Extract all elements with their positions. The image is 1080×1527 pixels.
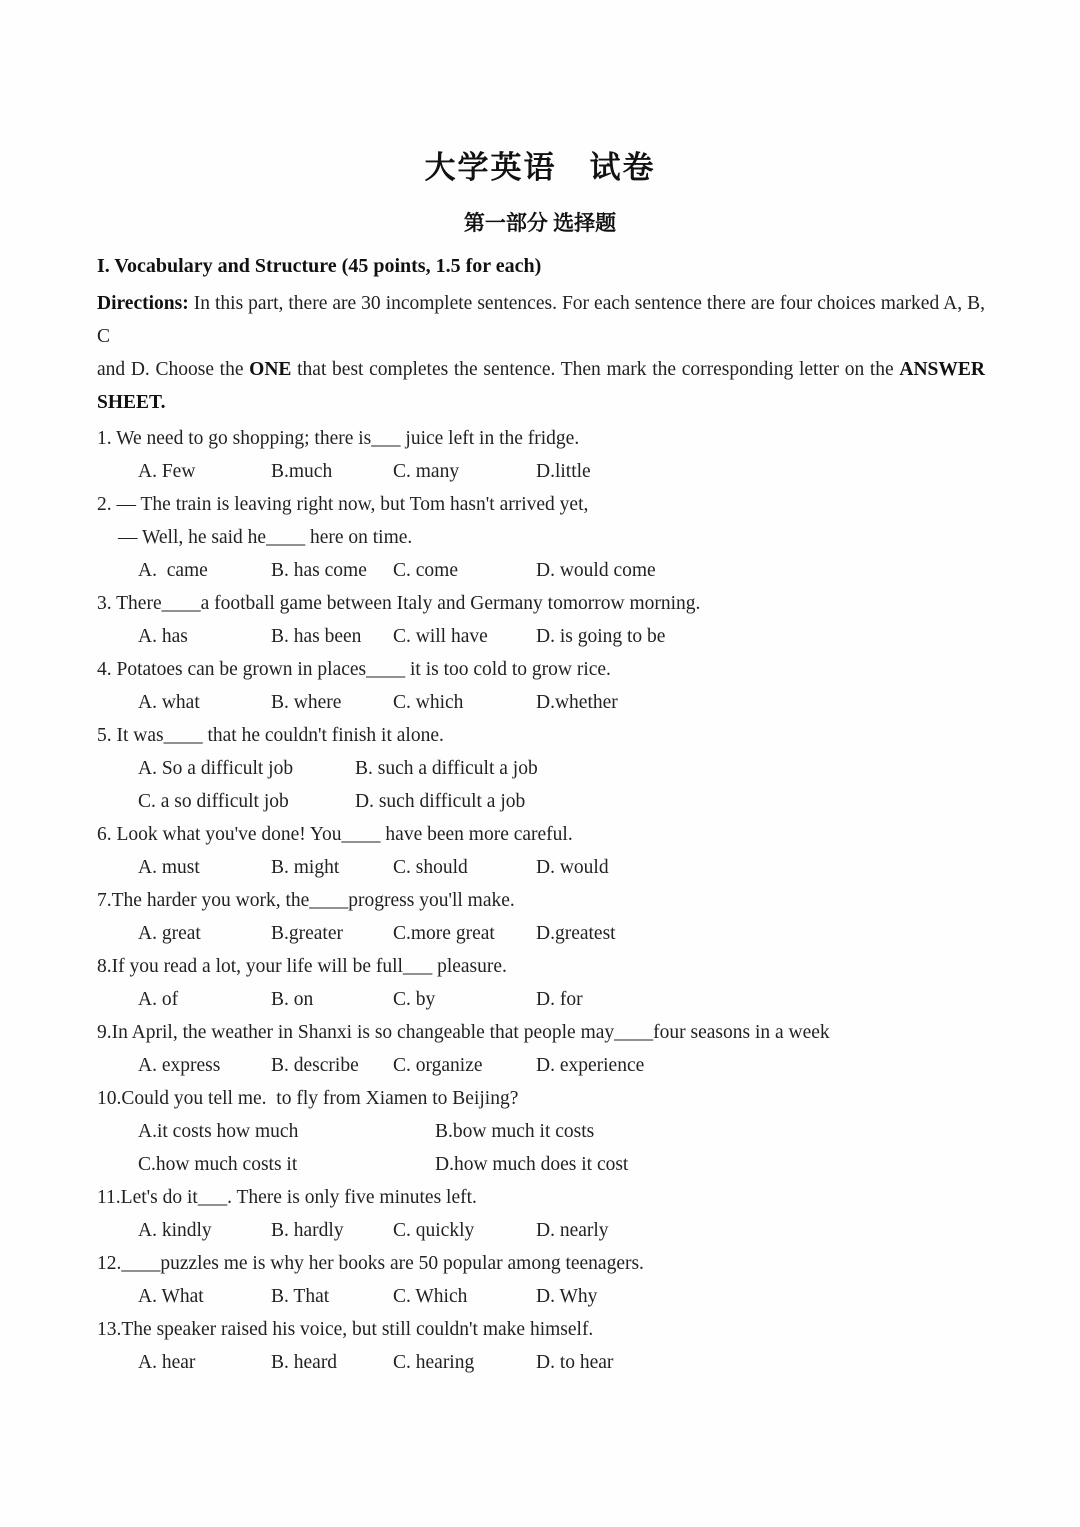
option: C. many: [393, 461, 460, 482]
question-block: [0, 488, 985, 587]
part-heading: I. Vocabulary and Structure (45 points, 1.5 for each): [97, 255, 542, 277]
directions-bold-text: Directions:: [97, 293, 189, 314]
option: C. come: [393, 560, 458, 581]
directions-text: that best completes the sentence. Then mark the corresponding letter on the: [291, 359, 900, 380]
option: A. hear: [138, 1352, 196, 1373]
option: D. would: [536, 857, 609, 878]
option: C. quickly: [393, 1220, 475, 1241]
option: B. heard: [271, 1352, 338, 1373]
question-stem: 5. It was____ that he couldn't finish it alone.: [97, 725, 444, 746]
options-row: [138, 851, 985, 884]
question-stem: 1. We need to go shopping; there is___ juice left in the fridge.: [97, 428, 580, 449]
options-row: [138, 1214, 985, 1247]
question-stem: 10.Could you tell me. to fly from Xiamen to Beijing?: [97, 1088, 519, 1109]
question-stem: 13.The speaker raised his voice, but still couldn't make himself.: [97, 1319, 594, 1340]
directions-text: and D. Choose the: [97, 359, 250, 380]
option: D. would come: [536, 560, 656, 581]
question-block: [0, 950, 985, 1016]
option: A. express: [138, 1055, 221, 1076]
option: A. What: [138, 1286, 204, 1307]
option: C. which: [393, 692, 464, 713]
options-row: [138, 620, 985, 653]
options-row: [138, 686, 985, 719]
questions-list: [0, 422, 985, 1379]
question-stem: 3. There____a football game between Italy and Germany tomorrow morning.: [97, 593, 701, 614]
option: D.how much does it cost: [435, 1154, 629, 1175]
option: C. a so difficult job: [138, 791, 289, 812]
option: D. such difficult a job: [355, 791, 526, 812]
directions-line: [97, 287, 985, 353]
option: C. should: [393, 857, 468, 878]
option: B. on: [271, 989, 314, 1010]
question-stem: 2. — The train is leaving right now, but Tom hasn't arrived yet,: [97, 494, 589, 515]
section-heading: 第一部分 选择题: [463, 211, 617, 235]
option: B. might: [271, 857, 340, 878]
option: B. That: [271, 1286, 330, 1307]
option: B. hardly: [271, 1220, 344, 1241]
question-stem: 6. Look what you've done! You____ have been more careful.: [97, 824, 573, 845]
option: C.how much costs it: [138, 1154, 298, 1175]
option: D. experience: [536, 1055, 645, 1076]
option: B.much: [271, 461, 333, 482]
question-stem: 9.In April, the weather in Shanxi is so changeable that people may____four seasons in a week: [97, 1022, 830, 1043]
options-row: [138, 785, 985, 818]
question-block: [0, 719, 985, 818]
options-row: [138, 1148, 985, 1181]
option: B.greater: [271, 923, 344, 944]
options-row: [138, 1280, 985, 1313]
question-block: [0, 653, 985, 719]
question-block: [0, 587, 985, 653]
question-stem: 8.If you read a lot, your life will be full___ pleasure.: [97, 956, 507, 977]
option: C. will have: [393, 626, 488, 647]
question-block: [0, 1313, 985, 1379]
option: C. Which: [393, 1286, 468, 1307]
option: B. describe: [271, 1055, 359, 1076]
option: B.bow much it costs: [435, 1121, 595, 1142]
options-row: [138, 752, 985, 785]
question-block: [0, 422, 985, 488]
question-block: [0, 1247, 985, 1313]
option: D.whether: [536, 692, 618, 713]
directions-bold-text: SHEET.: [97, 392, 166, 413]
question-block: [0, 818, 985, 884]
option: B. has been: [271, 626, 362, 647]
option: A. of: [138, 989, 179, 1010]
option: C. by: [393, 989, 436, 1010]
option: A. Few: [138, 461, 196, 482]
directions-line: [97, 353, 985, 386]
option: D.greatest: [536, 923, 616, 944]
option: A. came: [138, 560, 208, 581]
document-title: 大学英语 试卷: [424, 150, 656, 185]
directions: [97, 287, 985, 419]
option: D. to hear: [536, 1352, 614, 1373]
option: B. such a difficult a job: [355, 758, 538, 779]
option: C. hearing: [393, 1352, 475, 1373]
option: A. kindly: [138, 1220, 212, 1241]
question-block: [0, 1016, 985, 1082]
option: D.little: [536, 461, 591, 482]
question-stem: — Well, he said he____ here on time.: [118, 527, 413, 548]
options-row: [138, 917, 985, 950]
options-row: [138, 1049, 985, 1082]
option: C.more great: [393, 923, 495, 944]
option: C. organize: [393, 1055, 483, 1076]
option: A. must: [138, 857, 200, 878]
option: B. where: [271, 692, 342, 713]
directions-line: [97, 386, 985, 419]
option: A. great: [138, 923, 201, 944]
question-stem: 11.Let's do it___. There is only five minutes left.: [97, 1187, 477, 1208]
options-row: [138, 554, 985, 587]
options-row: [138, 983, 985, 1016]
options-row: [138, 1346, 985, 1379]
option: B. has come: [271, 560, 367, 581]
option: A. So a difficult job: [138, 758, 294, 779]
question-block: [0, 1082, 985, 1181]
options-row: [138, 1115, 985, 1148]
question-stem: 7.The harder you work, the____progress you'll make.: [97, 890, 515, 911]
directions-bold-text: ANSWER: [899, 359, 985, 380]
option: A.it costs how much: [138, 1121, 299, 1142]
option: D. is going to be: [536, 626, 666, 647]
option: D. for: [536, 989, 583, 1010]
question-stem: 12.____puzzles me is why her books are 50 popular among teenagers.: [97, 1253, 644, 1274]
directions-text: In this part, there are 30 incomplete sentences. For each sentence there are four choices marked A, B, C: [97, 293, 985, 347]
question-block: [0, 1181, 985, 1247]
directions-bold-text: ONE: [249, 359, 292, 380]
option: D. nearly: [536, 1220, 609, 1241]
options-row: [138, 455, 985, 488]
question-block: [0, 884, 985, 950]
option: A. what: [138, 692, 200, 713]
question-stem: 4. Potatoes can be grown in places____ it is too cold to grow rice.: [97, 659, 611, 680]
option: D. Why: [536, 1286, 598, 1307]
option: A. has: [138, 626, 188, 647]
